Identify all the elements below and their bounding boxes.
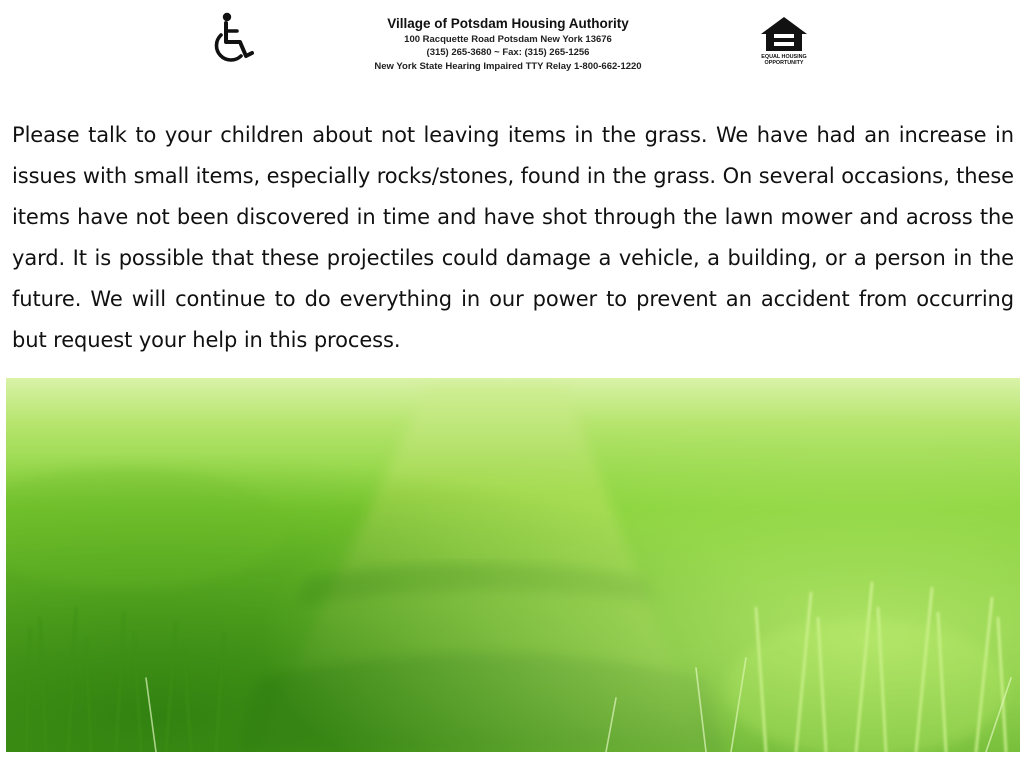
organization-phone-fax: (315) 265-3680 ~ Fax: (315) 265-1256: [426, 46, 590, 58]
grass-photo-image: [6, 378, 1020, 752]
notice-paragraph: Please talk to your children about not leaving items in the grass. We have had an increase in issues with small items, especially rocks/stones, found in the grass. On several occasions, these items have not been discovered in time and have shot through the lawn mower and across the yard. It is possible that these projectiles could damage a vehicle, a building, or a person in the future. We will continue to do everything in our power to prevent an accident from occurring but request your help in this process.: [12, 123, 1014, 352]
eho-label-line2: OPPORTUNITY: [764, 60, 804, 66]
letterhead-text: [340, 16, 676, 73]
organization-tty-relay: New York State Hearing Impaired TTY Relay 1-800-662-1220: [374, 60, 642, 72]
equal-housing-opportunity-icon: [756, 14, 812, 66]
letterhead: [0, 0, 1024, 100]
organization-address: 100 Racquette Road Potsdam New York 13676: [404, 33, 612, 45]
organization-name: Village of Potsdam Housing Authority: [387, 16, 629, 31]
eho-label-line1: EQUAL HOUSING: [761, 54, 807, 60]
grass-photo: [6, 378, 1020, 752]
wheelchair-accessibility-icon: [210, 12, 256, 66]
